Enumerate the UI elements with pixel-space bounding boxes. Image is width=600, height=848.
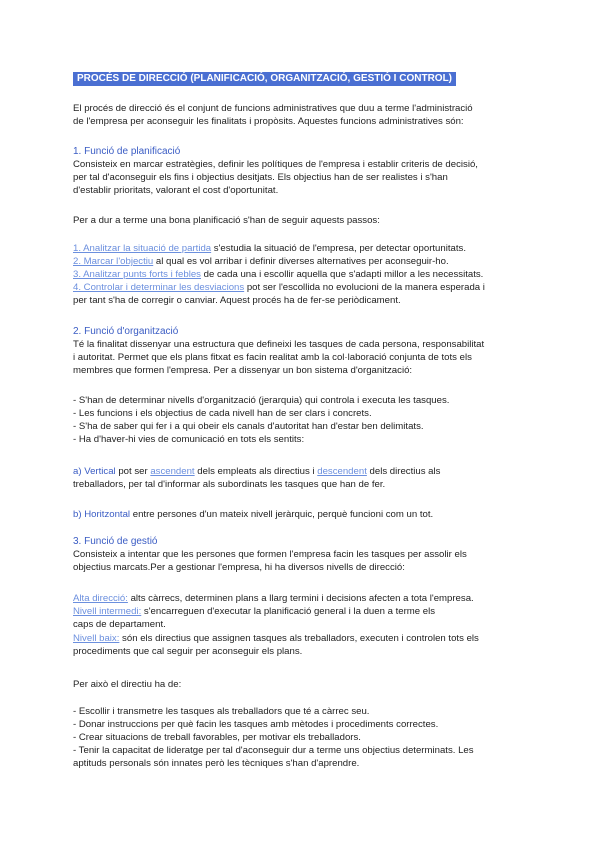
section-heading-gestio: 3. Funció de gestió [73, 536, 158, 547]
ascendent-link[interactable]: ascendent [150, 466, 195, 477]
text-run: entre persones d'un mateix nivell jeràrquic, perquè funcioni com un tot. [130, 509, 434, 520]
section-heading-planificacio: 1. Funció de planificació [73, 146, 181, 157]
list-item: aptituds personals són innates però les tècniques s'han d'aprendre. [73, 758, 360, 769]
horitzontal-line [73, 508, 533, 521]
text-run: dels empleats als directius i [194, 466, 318, 477]
paragraph-line: per tal d'aconseguir els fins i objectius desitjats. Els objectius han de ser realistes i s'han [73, 172, 448, 183]
step-text: de cada una i escollir aquella que s'adapti millor a les necessitats. [200, 269, 484, 280]
step-link[interactable]: 4. Controlar i determinar les desviacions [73, 282, 245, 293]
text-run: alts càrrecs, determinen plans a llarg termini i decisions afecten a tota l'empresa. [127, 593, 474, 604]
text-run: són els directius que assignen tasques als treballadors, executen i controlen tots els [119, 633, 479, 644]
level-item [73, 592, 533, 605]
intro-line: de l'empresa per aconseguir les finalitats i propòsits. Aquestes funcions administratives són: [73, 116, 464, 127]
step-text: al qual es vol arribar i definir diverses alternatives per aconseguir-ho. [153, 256, 449, 267]
descendent-link[interactable]: descendent [317, 466, 367, 477]
paragraph-line: i autoritat. Permet que els plans fitxat es facin realitat amb la col·laboració conjunta de tots els [73, 352, 472, 363]
horitzontal-label: b) Horitzontal [73, 509, 131, 520]
text-run: pot ser [115, 466, 151, 477]
text-run: procediments que cal seguir per aconseguir els plans. [73, 646, 303, 657]
level-link[interactable]: Nivell baix: [73, 633, 120, 644]
section-heading-organitzacio: 2. Funció d'organització [73, 326, 179, 337]
level-link[interactable]: Alta direcció: [73, 593, 128, 604]
intro-line: El procés de direcció és el conjunt de funcions administratives que duu a terme l'administració [73, 103, 473, 114]
text-run: s'encarreguen d'executar la planificació general i la duen a terme els [141, 606, 436, 617]
list-item: - S'han de determinar nivells d'organització (jerarquia) qui controla i executa les tasques. [73, 395, 450, 406]
level-item [73, 618, 533, 631]
list-item: - Donar instruccions per què facin les tasques amb mètodes i procediments correctes. [73, 719, 439, 730]
level-item [73, 645, 533, 658]
paragraph-line: Consisteix en marcar estratègies, definir les polítiques de l'empresa i establir criteris de decisió, [73, 159, 478, 170]
step-text: s'estudia la situació de l'empresa, per detectar oportunitats. [211, 243, 466, 254]
step-link[interactable]: 2. Marcar l'objectiu [73, 256, 154, 267]
page-title: PROCÉS DE DIRECCIÓ (PLANIFICACIÓ, ORGANITZACIÓ, GESTIÓ I CONTROL) [73, 72, 456, 86]
list-item: - Escollir i transmetre les tasques als treballadors que té a càrrec seu. [73, 706, 370, 717]
step-item [73, 242, 533, 255]
step-item [73, 255, 533, 268]
vertical-line [73, 465, 533, 478]
list-item: - Crear situacions de treball favorables, per motivar els treballadors. [73, 732, 361, 743]
list-item: - Tenir la capacitat de lideratge per tal d'aconseguir dur a terme uns objectius determinats. Les [73, 745, 474, 756]
level-item [73, 605, 533, 618]
vertical-label: a) Vertical [73, 466, 116, 477]
list-item: - Les funcions i els objectius de cada nivell han de ser clars i concrets. [73, 408, 372, 419]
list-item: - Ha d'haver-hi vies de comunicació en tots els sentits: [73, 434, 305, 445]
paragraph-line: Consisteix a intentar que les persones que formen l'empresa facin les tasques per assolir els [73, 549, 467, 560]
paragraph-line: membres que formen l'empresa. Per a dissenyar un bon sistema d'organització: [73, 365, 413, 376]
text-run: dels directius als [366, 466, 441, 477]
step-text: pot ser l'escollida no evolucioni de la manera esperada i [244, 282, 485, 293]
step-link[interactable]: 3. Analitzar punts forts i febles [73, 269, 201, 280]
paragraph-line: per tant s'ha de corregir o canviar. Aquest procés ha de fer-se periòdicament. [73, 295, 401, 306]
text-run: caps de departament. [73, 619, 166, 630]
step-item [73, 268, 533, 281]
paragraph-line: treballadors, per tal d'informar als subordinats les tasques que han de fer. [73, 479, 386, 490]
step-link[interactable]: 1. Analitzar la situació de partida [73, 243, 212, 254]
step-item [73, 281, 533, 294]
paragraph-line: d'establir prioritats, valorant el cost d'oportunitat. [73, 185, 279, 196]
paragraph-line: objectius marcats.Per a gestionar l'empresa, hi ha diversos nivells de direcció: [73, 562, 405, 573]
paragraph-line: Per a dur a terme una bona planificació s'han de seguir aquests passos: [73, 215, 380, 226]
level-link[interactable]: Nivell intermedi: [73, 606, 142, 617]
paragraph-line: Per això el directiu ha de: [73, 679, 182, 690]
level-item [73, 632, 533, 645]
paragraph-line: Té la finalitat dissenyar una estructura que defineixi les tasques de cada persona, responsabilitat [73, 339, 485, 350]
list-item: - S'ha de saber qui fer i a qui obeir els canals d'autoritat han d'estar ben delimitats. [73, 421, 424, 432]
